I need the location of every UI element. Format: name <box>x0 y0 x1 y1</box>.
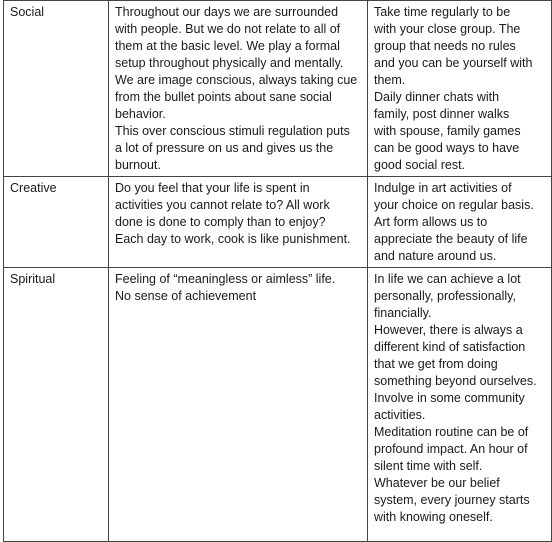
remedy-line: Indulge in art activities of <box>374 181 512 195</box>
rest-types-table <box>3 0 552 542</box>
remedy-line: family, post dinner walks <box>374 107 510 121</box>
symptom-cell <box>109 1 368 177</box>
remedy-line: your choice on regular basis. <box>374 198 534 212</box>
remedy-line: Daily dinner chats with <box>374 90 500 104</box>
remedy-line: profound impact. An hour of <box>374 442 528 456</box>
symptom-line: No sense of achievement <box>115 289 257 303</box>
remedy-line: can be good ways to have <box>374 141 520 155</box>
category-cell <box>4 1 109 177</box>
remedy-line: personally, professionally, <box>374 289 516 303</box>
remedy-line: that we get from doing <box>374 357 498 371</box>
remedy-line: appreciate the beauty of life <box>374 232 528 246</box>
symptom-line: a lot of pressure on us and gives us the <box>115 141 334 155</box>
remedy-line: Art form allows us to <box>374 215 488 229</box>
remedy-line: with your close group. The <box>374 22 521 36</box>
remedy-line: However, there is always a <box>374 323 523 337</box>
remedy-line: Take time regularly to be <box>374 5 511 19</box>
symptom-cell <box>109 268 368 542</box>
symptom-line: Each day to work, cook is like punishment. <box>115 232 351 246</box>
remedy-line: In life we can achieve a lot <box>374 272 521 286</box>
remedy-line: Involve in some community <box>374 391 525 405</box>
symptom-line: Do you feel that your life is spent in <box>115 181 310 195</box>
remedy-cell <box>368 177 552 268</box>
table-row <box>4 177 552 268</box>
category-cell <box>4 268 109 542</box>
symptom-line: setup throughout physically and mentally. <box>115 56 344 70</box>
remedy-line: activities. <box>374 408 426 422</box>
remedy-line: system, every journey starts <box>374 493 530 507</box>
remedy-line: and nature around us. <box>374 249 497 263</box>
table-body <box>4 1 552 542</box>
symptom-line: We are image conscious, always taking cue <box>115 73 358 87</box>
table-row <box>4 268 552 542</box>
remedy-line: with spouse, family games <box>374 124 521 138</box>
remedy-line: silent time with self. <box>374 459 483 473</box>
remedy-line: and you can be yourself with <box>374 56 533 70</box>
remedy-line: them. <box>374 73 406 87</box>
category-label: Spiritual <box>10 272 56 286</box>
category-label: Creative <box>10 181 57 195</box>
symptom-line: with people. But we do not relate to all of <box>115 22 341 36</box>
remedy-line: good social rest. <box>374 158 466 172</box>
remedy-cell <box>368 268 552 542</box>
remedy-line: Meditation routine can be of <box>374 425 529 439</box>
symptom-line: done is done to comply than to enjoy? <box>115 215 326 229</box>
symptom-line: This over conscious stimuli regulation puts <box>115 124 350 138</box>
remedy-line: with knowing oneself. <box>374 510 493 524</box>
symptom-line: behavior. <box>115 107 166 121</box>
remedy-line: financially. <box>374 306 432 320</box>
category-cell <box>4 177 109 268</box>
symptom-cell <box>109 177 368 268</box>
symptom-line: Throughout our days we are surrounded <box>115 5 339 19</box>
symptom-line: burnout. <box>115 158 161 172</box>
symptom-line: from the bullet points about sane social <box>115 90 332 104</box>
symptom-line: activities you cannot relate to? All work <box>115 198 330 212</box>
table-row <box>4 1 552 177</box>
remedy-line: Whatever be our belief <box>374 476 500 490</box>
remedy-cell <box>368 1 552 177</box>
remedy-line: something beyond ourselves. <box>374 374 537 388</box>
symptom-line: Feeling of “meaningless or aimless” life. <box>115 272 336 286</box>
symptom-line: them at the basic level. We play a formal <box>115 39 340 53</box>
remedy-line: different kind of satisfaction <box>374 340 526 354</box>
category-label: Social <box>10 5 45 19</box>
remedy-line: group that needs no rules <box>374 39 516 53</box>
